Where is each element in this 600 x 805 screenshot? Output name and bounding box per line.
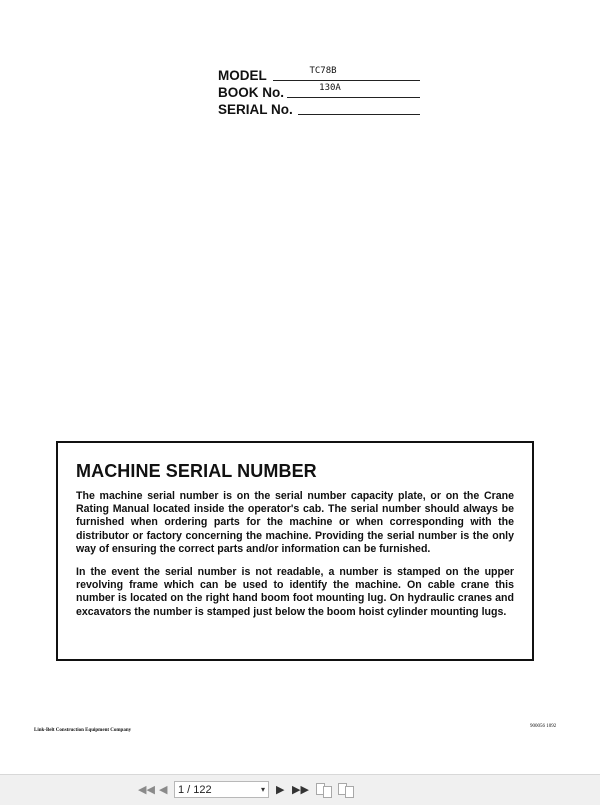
previous-page-icon[interactable]: ◀ (159, 784, 168, 796)
book-row (218, 84, 428, 101)
model-value: TC78B (309, 66, 337, 76)
serial-row (218, 101, 428, 118)
serial-label: SERIAL No. (218, 102, 293, 117)
two-page-view-icon-back (345, 786, 354, 798)
book-value: 130A (319, 83, 341, 93)
company-footer: Link-Belt Construction Equipment Company (34, 728, 132, 733)
page-selector[interactable] (174, 781, 269, 798)
model-label: MODEL (218, 68, 267, 83)
last-page-icon[interactable]: ▶▶ (292, 784, 309, 796)
serial-underline (298, 114, 420, 115)
notice-paragraph-2: In the event the serial number is not readable, a number is stamped on the upper revolving frame which can be used to identify the machine. On cable crane this number is located on the right hand boom foot mounting lug. On hydraulic cranes and excavators the number is stamped just below the boom hoist cylinder mounting lugs. (76, 566, 514, 618)
notice-title: MACHINE SERIAL NUMBER (76, 461, 317, 481)
book-underline (287, 97, 420, 98)
book-label: BOOK No. (218, 85, 284, 100)
header-fields (218, 67, 428, 118)
single-page-view-icon-back (323, 786, 332, 798)
first-page-icon[interactable]: ◀◀ (138, 784, 155, 796)
notice-paragraph-1: The machine serial number is on the serial number capacity plate, or on the Crane Rating Manual located inside the operator's cab. The serial number should always be furnished when ordering parts for the machine or when corresponding with the distributor or factory concerning the machine. Providing the serial number is the only way of ensuring the correct parts and/or information can be furnished. (76, 490, 514, 555)
serial-number-notice (56, 441, 534, 661)
chevron-down-icon[interactable]: ▾ (260, 785, 265, 794)
next-page-icon[interactable]: ▶ (276, 784, 285, 796)
viewer-toolbar (0, 774, 600, 805)
document-code: 900056 1092 (530, 724, 557, 729)
page-number-input[interactable]: 1 / 122 (178, 784, 212, 796)
